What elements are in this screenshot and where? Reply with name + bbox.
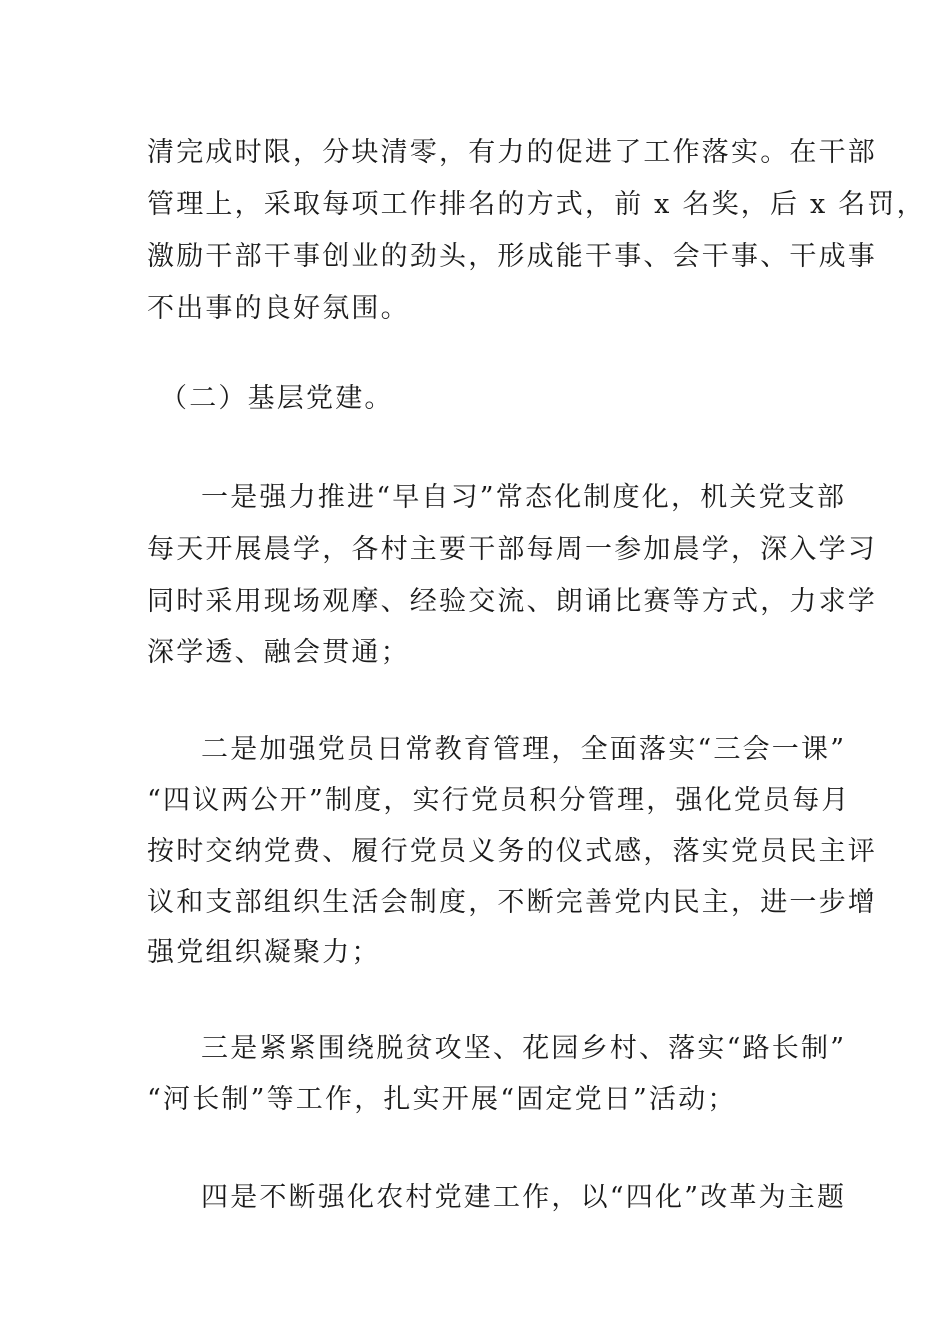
paragraph-line: 深学透、融会贯通； [147,637,410,668]
paragraph-line: “四议两公开”制度，实行党员积分管理，强化党员每月 [147,785,851,816]
section-heading: （二）基层党建。 [160,383,394,414]
paragraph-line: 激励干部干事创业的劲头，形成能干事、会干事、干成事 [147,241,877,272]
paragraph-line: 二是加强党员日常教育管理，全面落实“三会一课” [201,734,847,765]
paragraph-line: “河长制”等工作，扎实开展“固定党日”活动； [147,1084,737,1115]
paragraph-line: 三是紧紧围绕脱贫攻坚、花园乡村、落实“路长制” [201,1033,847,1064]
paragraph-line: 强党组织凝聚力； [147,937,381,968]
paragraph-line: 一是强力推进“早自习”常态化制度化，机关党支部 [201,482,847,513]
paragraph-line: 按时交纳党费、履行党员义务的仪式感，落实党员民主评 [147,836,877,867]
paragraph-line: 不出事的良好氛围。 [147,293,410,324]
paragraph-line: 四是不断强化农村党建工作，以“四化”改革为主题 [201,1182,847,1213]
paragraph-line: 每天开展晨学，各村主要干部每周一参加晨学，深入学习 [147,534,877,565]
paragraph-line: 同时采用现场观摩、经验交流、朗诵比赛等方式，力求学 [147,586,877,617]
paragraph-line: 管理上，采取每项工作排名的方式，前 x 名奖，后 x 名罚， [147,189,926,220]
paragraph-line: 清完成时限，分块清零，有力的促进了工作落实。在干部 [147,137,877,168]
paragraph-line: 议和支部组织生活会制度，不断完善党内民主，进一步增 [147,887,877,918]
